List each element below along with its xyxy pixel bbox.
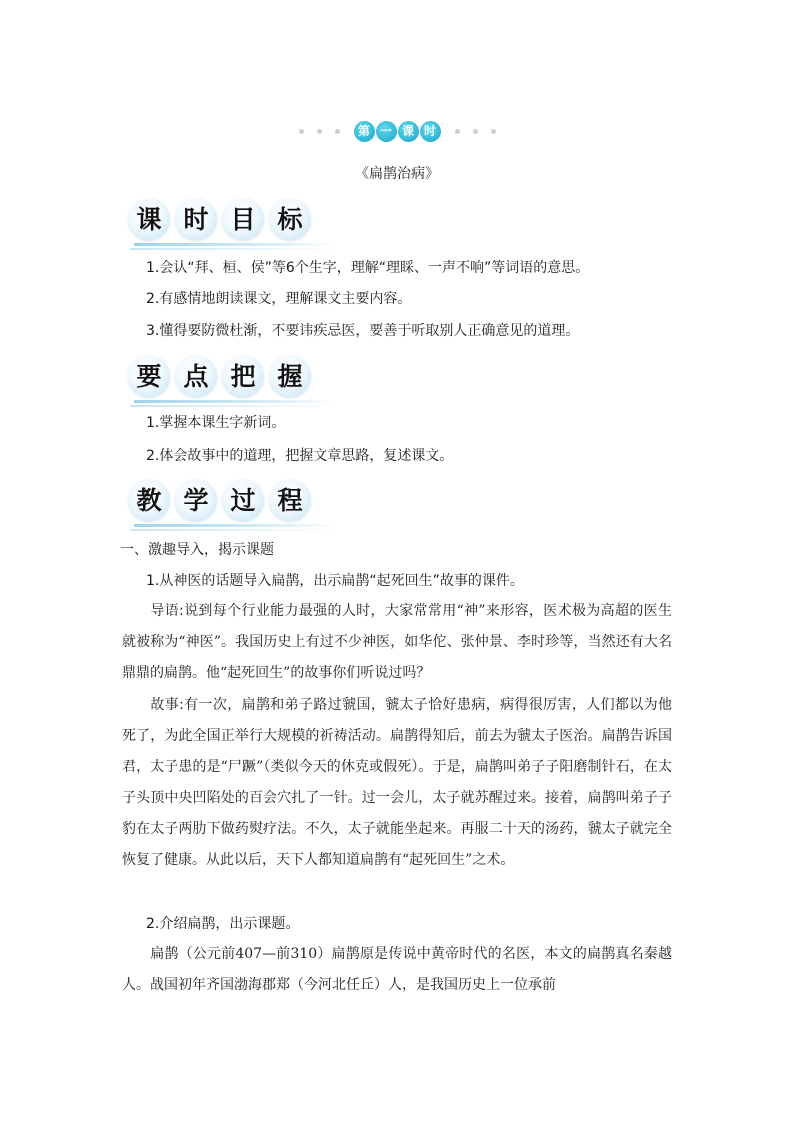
step-heading: 一、激趣导入，揭示课题 <box>120 542 274 558</box>
badge-char: 课 <box>398 121 419 142</box>
goal-item: 3.懂得要防微杜渐，不要讳疾忌医，要善于听取别人正确意见的道理。 <box>146 323 580 339</box>
intro-label: 导语: <box>150 603 184 619</box>
story-paragraph <box>122 690 672 876</box>
lesson-badge <box>0 120 794 142</box>
badge-char: 第 <box>354 121 375 142</box>
step-item: 2.介绍扁鹊，出示课题。 <box>146 916 300 932</box>
heading-char: 目 <box>222 198 264 240</box>
intro-text: 说到每个行业能力最强的人时，大家常常用“神”来形容，医术极为高超的医生就被称为“神医”。我国历史上有过不少神医，如华佗、张仲景、李时珍等，当然还有大名鼎鼎的扁鹊。他“起死回生”的故事你们听说过吗？ <box>122 603 673 681</box>
step-item: 1.从神医的话题导入扁鹊，出示扁鹊“起死回生”故事的课件。 <box>146 573 524 589</box>
heading-char: 教 <box>128 479 170 521</box>
section-heading-process <box>128 479 338 531</box>
decorative-dots-right <box>455 129 496 134</box>
intro-paragraph <box>122 596 672 689</box>
heading-char: 把 <box>222 355 264 397</box>
goal-item: 2.有感情地朗读课文，理解课文主要内容。 <box>146 291 412 307</box>
heading-char: 学 <box>175 479 217 521</box>
heading-char: 标 <box>269 198 311 240</box>
heading-char: 课 <box>128 198 170 240</box>
badge-char: 时 <box>420 121 441 142</box>
decorative-dots-left <box>299 129 340 134</box>
heading-char: 过 <box>222 479 264 521</box>
bio-paragraph <box>122 939 672 1001</box>
section-heading-key-points <box>128 355 338 407</box>
story-label: 故事: <box>150 697 184 713</box>
lesson-title: 《扁鹊治病》 <box>355 166 439 182</box>
section-heading-goals <box>128 198 338 250</box>
heading-char: 时 <box>175 198 217 240</box>
story-text: 有一次，扁鹊和弟子路过虢国，虢太子恰好患病，病得很厉害，人们都以为他死了，为此全国正举行大规模的祈祷活动。扁鹊得知后，前去为虢太子医治。扁鹊告诉国君，太子患的是“尸蹶”（类似今天的休克或假死）。于是，扁鹊叫弟子子阳磨制针石，在太子头顶中央凹陷处的百会穴扎了一针。过一会儿，太子就苏醒过来。接着，扁鹊叫弟子子豹在太子两肋下做药熨疗法。不久，太子就能坐起来。再服二十天的汤药，虢太子就完全恢复了健康。从此以后，天下人都知道扁鹊有“起死回生”之术。 <box>122 697 672 868</box>
heading-char: 要 <box>128 355 170 397</box>
heading-char: 握 <box>269 355 311 397</box>
heading-char: 程 <box>269 479 311 521</box>
heading-char: 点 <box>175 355 217 397</box>
goal-item: 1.会认“拜、桓、侯”等6个生字，理解“理睬、一声不响”等词语的意思。 <box>146 260 590 276</box>
key-point-item: 1.掌握本课生字新词。 <box>146 415 286 431</box>
badge-char: 一 <box>376 121 397 142</box>
bio-text: 扁鹊（公元前407—前310）扁鹊原是传说中黄帝时代的名医，本文的扁鹊真名秦越人。战国初年齐国渤海郡郑（今河北任丘）人，是我国历史上一位承前 <box>122 946 672 993</box>
key-point-item: 2.体会故事中的道理，把握文章思路，复述课文。 <box>146 448 454 464</box>
